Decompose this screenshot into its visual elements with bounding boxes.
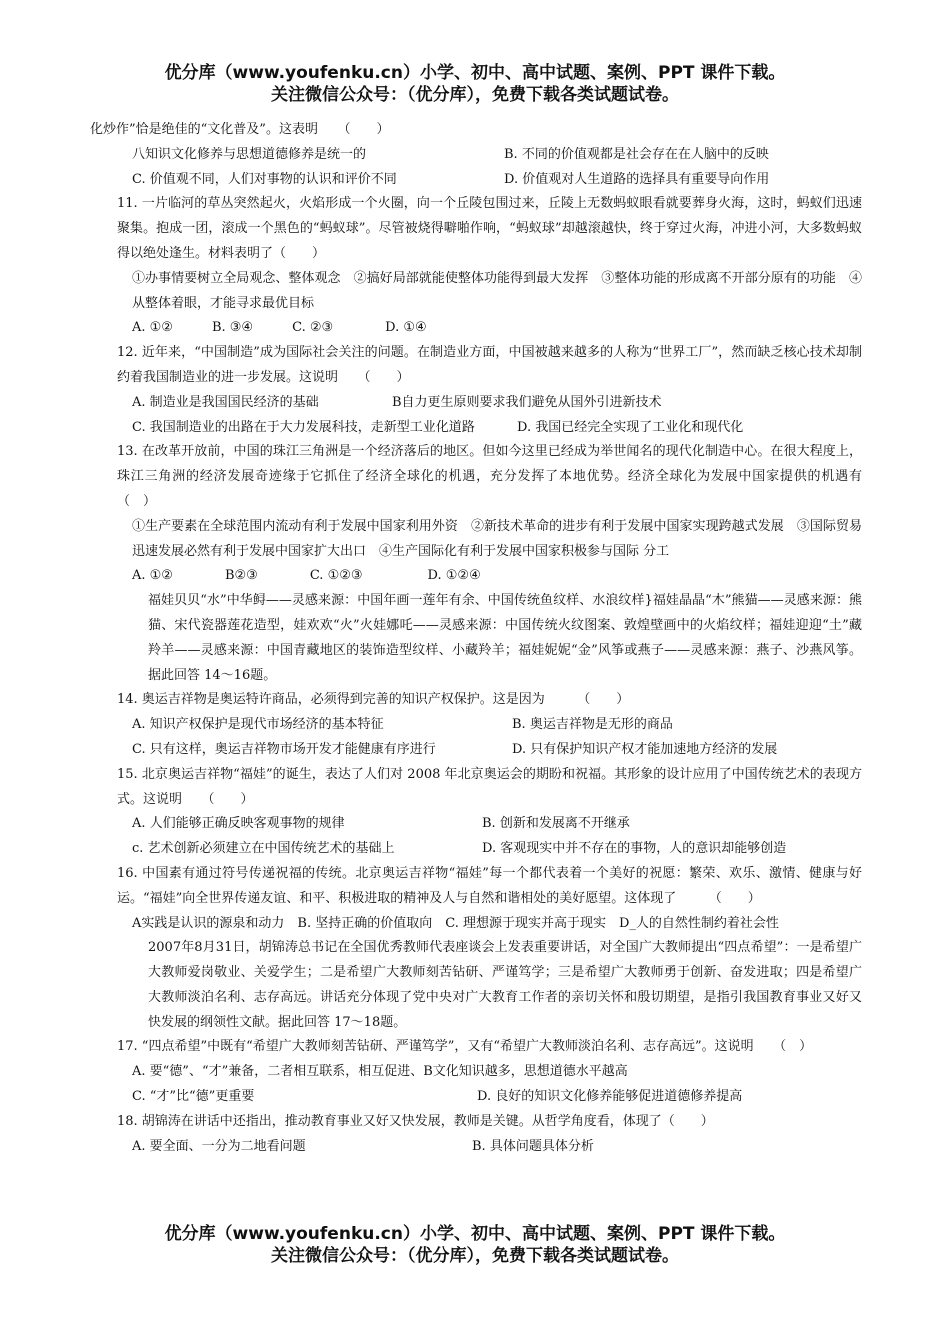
q10-option-d: D. 价值观对人生道路的选择具有重要导向作用	[504, 171, 770, 187]
q16-choices: A实践是认识的源泉和动力 B. 坚持正确的价值取向 C. 理想源于现实并高于现实 D_人的自然性制约着社会性	[132, 915, 779, 931]
q17-option-c: C. “才”比“德”更重要	[132, 1089, 255, 1105]
q11-choices: A. ①② B. ③④ C. ②③ D. ①④	[132, 320, 427, 336]
q12-options-row-1	[90, 391, 862, 416]
q15-option-b: B. 创新和发展离不开继承	[482, 816, 630, 832]
q18-option-b: B. 具体问题具体分析	[472, 1138, 594, 1154]
q12-option-d: D. 我国已经完全实现了工业化和现代化	[517, 419, 744, 435]
fuwa-passage: 福娃贝贝“水”中华鲟——灵感来源：中国年画一莲年有余、中国传统鱼纹样、水浪纹样}福娃晶晶“木”熊猫——灵感来源：熊猫、宋代瓷器莲花造型，娃欢欢“火”火娃娜吒——灵感来源：中国传统火纹图案、敦煌壁画中的火焰纹样；福娃迎迎“土”藏羚羊——灵感来源：中国青藏地区的装饰造型纹样、小藏羚羊；福娃妮妮“金”风筝或燕子——灵感来源：燕子、沙燕风筝。据此回答 14～16题。	[148, 593, 862, 683]
q17-option-a: A. 要“德”、“才”兼备，二者相互联系，相互促进、	[132, 1064, 424, 1080]
q12-option-b: B自力更生原则要求我们避免从国外引进新技术	[392, 394, 662, 410]
q13-choices: A. ①② B②③ C. ①②③ D. ①②④	[132, 568, 481, 584]
document-body	[90, 118, 889, 1159]
q15-options-row-2	[90, 837, 862, 862]
page-footer	[0, 1223, 950, 1267]
q12-options-row-2	[90, 416, 862, 441]
q12-option-a: A. 制造业是我国国民经济的基础	[132, 394, 319, 410]
q15-stem: 15. 北京奥运吉祥物“福娃”的诞生，表达了人们对 2008 年北京奥运会的期盼和祝福。其形象的设计应用了中国传统艺术的表现方式。这说明 （ ）	[117, 766, 862, 807]
q12-option-c: C. 我国制造业的出路在于大力发展科技，走新型工业化道路	[132, 419, 475, 435]
q14-options-row-1	[90, 713, 862, 738]
q10-options-row-1	[90, 143, 862, 168]
q15-options-row-1	[90, 812, 862, 837]
q14-option-d: D. 只有保护知识产权才能加速地方经济的发展	[512, 741, 778, 757]
q17-options-row-1	[90, 1060, 862, 1085]
q10-option-a: 八知识文化修养与思想道德修养是统一的	[132, 146, 367, 162]
q10-continuation: 化炒作”恰是绝佳的“文化普及”。这表明 （ ）	[90, 122, 390, 137]
q10-option-c: C. 价值观不同，人们对事物的认识和评价不同	[132, 171, 397, 187]
q17-stem: 17. “四点希望”中既有“希望广大教师刻苦钻研、严谨笃学”，又有“希望广大教师淡泊名利、志存高远”。这说明 （ ）	[117, 1039, 813, 1055]
q11-stem: 11. 一片临河的草丛突然起火，火焰形成一个火圈，向一个丘陵包围过来，丘陵上无数蚂蚁眼看就要葬身火海，这时，蚂蚁们迅速聚集。抱成一团，滚成一个黑色的“蚂蚁球”。尽管被烧得噼啪作响，“蚂蚁球”却越滚越快，终于穿过火海，冲进小河，大多数蚂蚁得以绝处逢生。材料表明了（ ）	[117, 196, 862, 261]
q14-option-c: C. 只有这样，奥运吉祥物市场开发才能健康有序进行	[132, 741, 436, 757]
q14-stem: 14. 奥运吉祥物是奥运特许商品，必须得到完善的知识产权保护。这是因为 （ ）	[117, 692, 630, 708]
q17-option-b: B文化知识越多，思想道德水平越高	[423, 1064, 628, 1080]
q11-items: ①办事情要树立全局观念、整体观念 ②搞好局部就能使整体功能得到最大发挥 ③整体功能的形成离不开部分原有的功能 ④从整体着眼，才能寻求最优目标	[132, 270, 862, 311]
q10-option-b: B. 不同的价值观都是社会存在在人脑中的反映	[504, 146, 769, 162]
page-header	[0, 62, 950, 106]
q10-options-row-2	[90, 168, 862, 193]
q13-items: ①生产要素在全球范围内流动有利于发展中国家利用外资 ②新技术革命的进步有利于发展中国家实现跨越式发展 ③国际贸易迅速发展必然有利于发展中国家扩大出口 ④生产国际化有利于发展中国家积极参与国际 分工	[132, 518, 862, 559]
q14-option-a: A. 知识产权保护是现代市场经济的基本特征	[132, 717, 384, 733]
header-line-1: 优分库（www.youfenku.cn）小学、初中、高中试题、案例、PPT 课件下载。	[164, 63, 786, 83]
q12-stem: 12. 近年来，“中国制造”成为国际社会关注的问题。在制造业方面，中国被越来越多的人称为“世界工厂”，然而缺乏核心技术却制约着我国制造业的进一步发展。这说明 （ ）	[117, 345, 862, 385]
q15-option-a: A. 人们能够正确反映客观事物的规律	[132, 816, 345, 832]
q15-option-c: c. 艺术创新必须建立在中国传统艺术的基础上	[132, 841, 395, 857]
q18-stem: 18. 胡锦涛在讲话中还指出，推动教育事业又好又快发展，教师是关键。从哲学角度看，体现了（ ）	[117, 1113, 714, 1129]
q18-options-row	[90, 1135, 862, 1160]
q15-option-d: D. 客观现实中并不存在的事物，人的意识却能够创造	[482, 841, 787, 857]
footer-line-1: 优分库（www.youfenku.cn）小学、初中、高中试题、案例、PPT 课件下载。	[164, 1224, 786, 1244]
q17-option-d: D. 良好的知识文化修养能够促进道德修养提高	[477, 1089, 743, 1105]
q16-stem: 16. 中国素有通过符号传递祝福的传统。北京奥运吉祥物“福娃”每一个都代表着一个美好的祝愿：繁荣、欢乐、激情、健康与好运。“福娃”向全世界传递友谊、和平、积极进取的精神及人与自然和谐相处的美好愿望。这体现了 （ ）	[117, 865, 862, 906]
q14-options-row-2	[90, 738, 862, 763]
q14-option-b: B. 奥运吉祥物是无形的商品	[512, 717, 673, 733]
hu-passage: 2007年8月31日，胡锦涛总书记在全国优秀教师代表座谈会上发表重要讲话，对全国广大教师提出“四点希望”：一是希望广大教师爱岗敬业、关爱学生；二是希望广大教师刻苦钻研、严谨笃学；三是希望广大教师勇于创新、奋发进取；四是希望广大教师淡泊名利、志存高远。讲话充分体现了党中央对广大教育工作者的亲切关怀和殷切期望，是指引我国教育事业又好又快发展的纲领性文献。据此回答 17～18题。	[148, 940, 862, 1030]
q18-option-a: A. 要全面、一分为二地看问题	[132, 1138, 306, 1154]
footer-line-2: 关注微信公众号：（优分库），免费下载各类试题试卷。	[271, 1246, 679, 1266]
q17-options-row-2	[90, 1085, 862, 1110]
header-line-2: 关注微信公众号：（优分库），免费下载各类试题试卷。	[271, 85, 679, 105]
q13-stem: 13. 在改革开放前，中国的珠江三角洲是一个经济落后的地区。但如今这里已经成为举世闻名的现代化制造中心。在很大程度上，珠江三角洲的经济发展奇迹缘于它抓住了经济全球化的机遇，充分发挥了本地优势。经济全球化为发展中国家提供的机遇有 （ ）	[117, 444, 889, 509]
